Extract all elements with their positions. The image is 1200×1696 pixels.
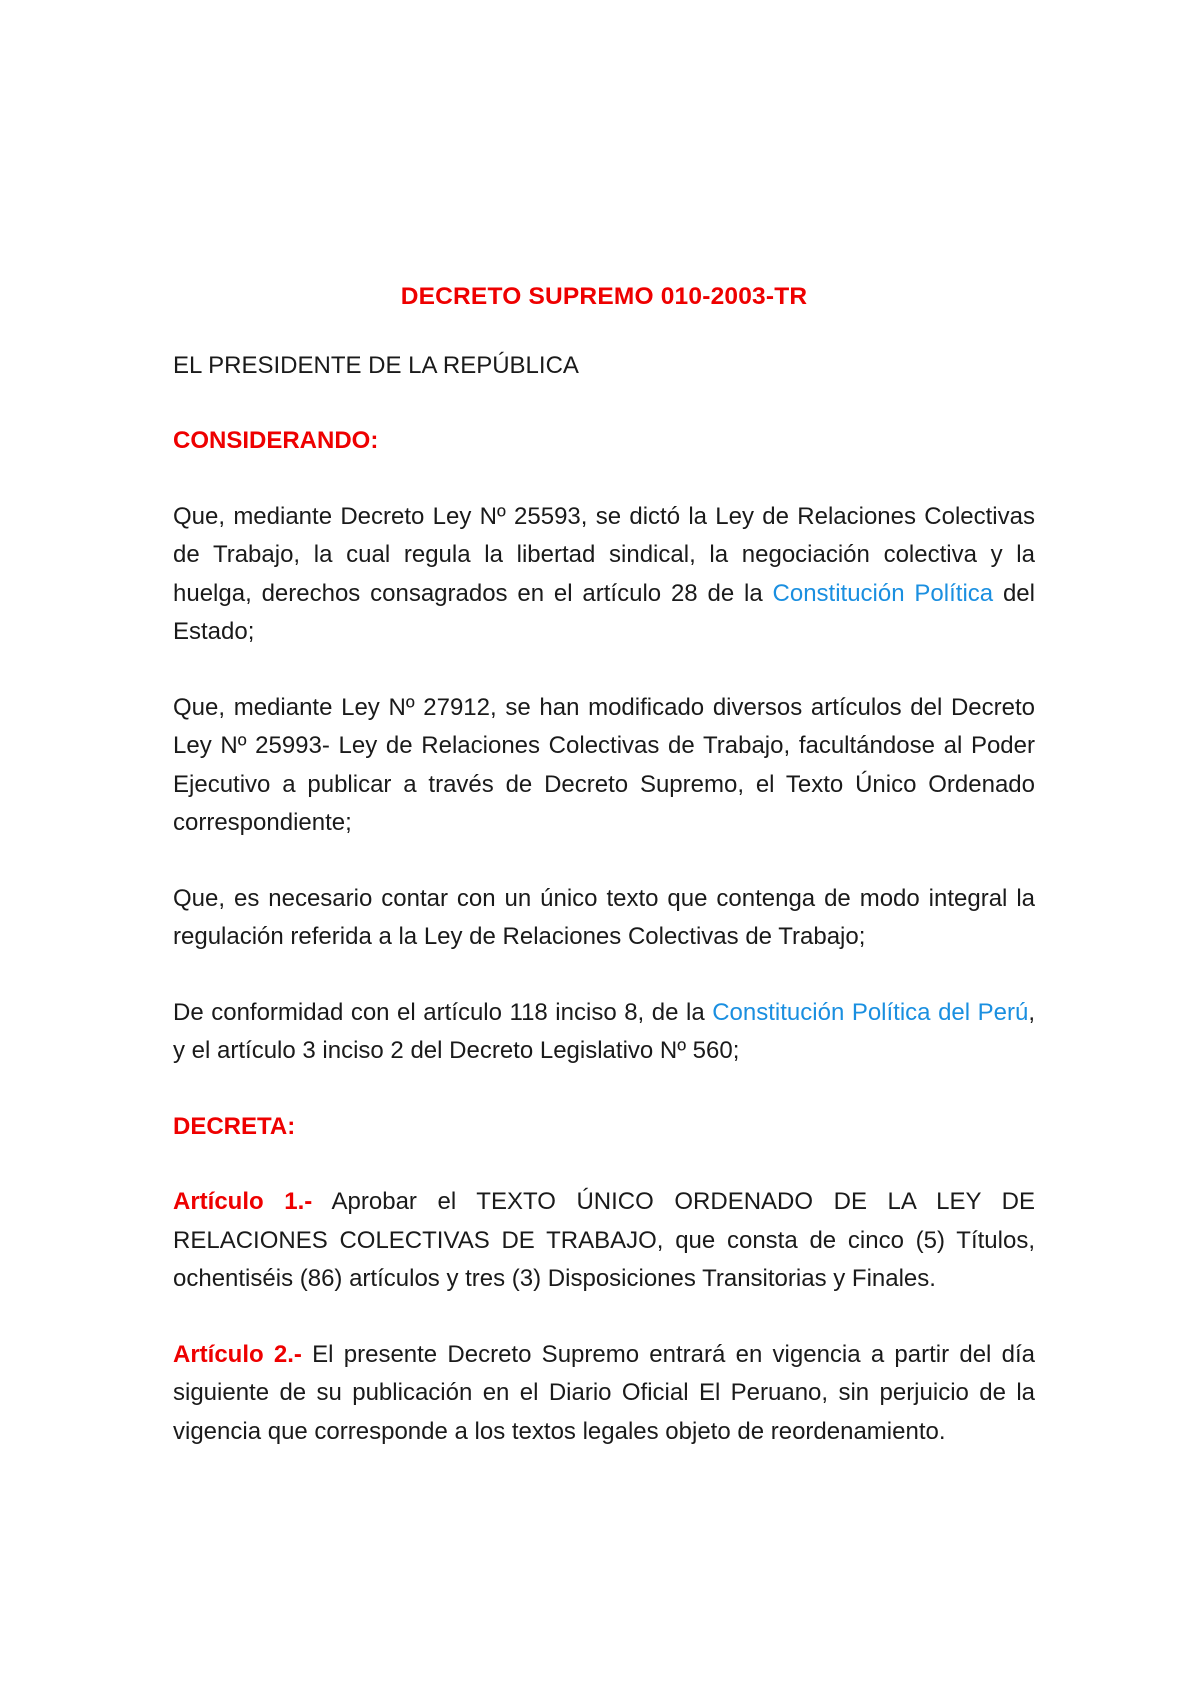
link-constitucion-politica-del-peru[interactable]: Constitución Política del Perú: [712, 998, 1029, 1026]
paragraph-4-text-b: , y el artículo 3 inciso 2 del Decreto Legislativo Nº 560;: [173, 998, 1035, 1064]
article-2-label: Artículo 2.-: [173, 1340, 302, 1368]
paragraph-1: [173, 498, 1035, 652]
article-2: [173, 1336, 1035, 1452]
president-line: EL PRESIDENTE DE LA REPÚBLICA: [173, 351, 579, 379]
article-2-text: El presente Decreto Supremo entrará en vigencia a partir del día siguiente de su publicación en el Diario Oficial El Peruano, sin perjuicio de la vigencia que corresponde a los textos legales objeto de reordenamiento.: [173, 1340, 1035, 1445]
document-body: [173, 278, 1035, 1488]
considerando-heading: CONSIDERANDO:: [173, 427, 379, 454]
paragraph-4: [173, 994, 1035, 1071]
decreta-heading: DECRETA:: [173, 1112, 296, 1140]
article-1-label: Artículo 1.-: [173, 1188, 313, 1215]
paragraph-2: Que, mediante Ley Nº 27912, se han modificado diversos artículos del Decreto Ley Nº 25993- Ley de Relaciones Colectivas de Trabajo, facultándose al Poder Ejecutivo a publicar a través de Decreto Supremo, el Texto Único Ordenado correspondiente;: [173, 693, 1035, 836]
link-constitucion-politica[interactable]: Constitución Política: [772, 579, 994, 607]
paragraph-3: Que, es necesario contar con un único texto que contenga de modo integral la regulación referida a la Ley de Relaciones Colectivas de Trabajo;: [173, 884, 1035, 950]
paragraph-1-text-a: Que, mediante Decreto Ley Nº 25593, se dictó la Ley de Relaciones Colectivas de Trabajo, la cual regula la libertad sindical, la negociación colectiva y la huelga, derechos consagrados en el artículo 28 de la: [173, 502, 1035, 607]
article-1: [173, 1183, 1035, 1299]
paragraph-1-text-b: del Estado;: [173, 579, 1035, 645]
paragraph-4-text-a: De conformidad con el artículo 118 inciso 8, de la: [173, 998, 713, 1026]
article-1-text: Aprobar el TEXTO ÚNICO ORDENADO DE LA LEY DE RELACIONES COLECTIVAS DE TRABAJO, que consta de cinco (5) Títulos, ochentiséis (86) artículos y tres (3) Disposiciones Transitorias y Finales.: [173, 1188, 1036, 1292]
document-title: DECRETO SUPREMO 010-2003-TR: [400, 283, 808, 310]
